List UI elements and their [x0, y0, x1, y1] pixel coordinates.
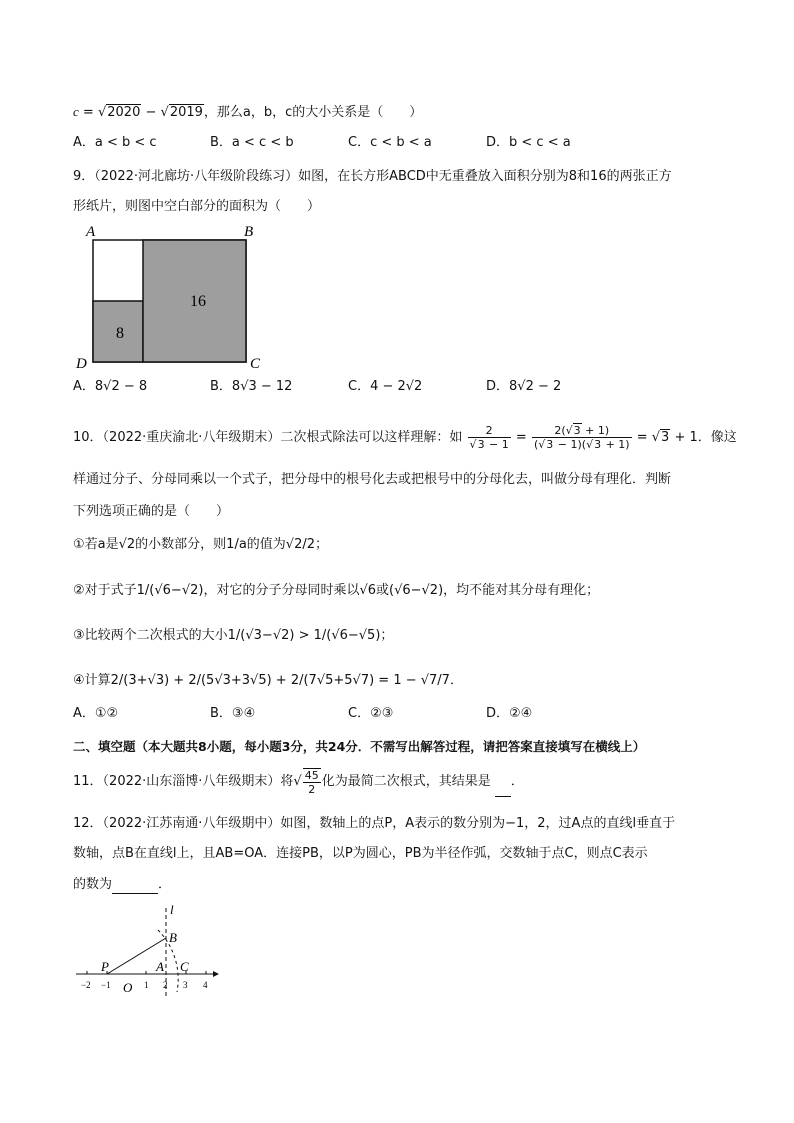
- q10-option-a[interactable]: A．①②: [73, 706, 119, 721]
- tick-label-3: 3: [183, 980, 188, 990]
- q8-option-c[interactable]: C．c < b < a: [348, 135, 432, 150]
- label-a: A: [156, 959, 164, 974]
- q10-option-b[interactable]: B．③④: [210, 706, 256, 721]
- q10-line-1: 10．（2022·重庆渝北·八年级期末）二次根式除法可以这样理解：如 $\frac{2}{√3 - 1}$ = $\frac{2(√3 + 1)}{(√3 - 1)(√3 + 1)}$ = √3 + 1．像这: [73, 424, 737, 451]
- tick-label-4: 4: [203, 980, 208, 990]
- label-p: P: [101, 959, 109, 974]
- label-l: l: [170, 902, 174, 917]
- q8-option-b[interactable]: B．a < c < b: [210, 135, 294, 150]
- label-b: B: [244, 224, 254, 240]
- q10-statement-3: ③比较两个二次根式的大小1/(√3−√2) > 1/(√6−√5)；: [73, 628, 394, 643]
- arrow-head: [213, 971, 219, 977]
- q10-option-c[interactable]: C．②③: [348, 706, 394, 721]
- q9-line-1: 9．（2022·河北廊坊·八年级阶段练习）如图，在长方形ABCD中无重叠放入面积分别为8和16的两张正方: [73, 169, 672, 184]
- q10-statement-4: ④计算2/(3+√3) + 2/(5√3+3√5) + 2/(7√5+5√7) = 1 − √7/7．: [73, 673, 463, 688]
- q12-figure: [70, 900, 220, 1000]
- label-b: B: [169, 930, 177, 945]
- tick-label-neg1: −1: [101, 980, 111, 990]
- q11-line: 11．（2022·山东淄博·八年级期末）将√ $\frac{45}{2}$ 化为最简二次根式，其结果是 ．: [73, 768, 524, 796]
- label-c: C: [250, 356, 261, 372]
- q10-statement-2: ②对于式子1/(√6−√2)，对它的分子分母同时乘以√6或(√6−√2)，均不能对其分母有理化；: [73, 583, 600, 598]
- q9-line-2: 形纸片，则图中空白部分的面积为（ ）: [73, 199, 321, 214]
- q12-line-2: 数轴，点B在直线l上，且AB=OA．连接PB，以P为圆心，PB为半径作弧，交数轴于点C，则点C表示: [73, 846, 648, 861]
- q9-option-b[interactable]: B．8√3 − 12: [210, 379, 293, 394]
- q9-option-a[interactable]: A．8√2 − 8: [73, 379, 148, 394]
- q12-line-1: 12．（2022·江苏南通·八年级期中）如图，数轴上的点P，A表示的数分别为−1，2，过A点的直线l垂直于: [73, 816, 676, 831]
- tick-labels: [81, 980, 208, 990]
- q9-option-d[interactable]: D．8√2 − 2: [486, 379, 562, 394]
- tick-label-neg2: −2: [81, 980, 91, 990]
- q8-option-d[interactable]: D．b < c < a: [486, 135, 571, 150]
- q12-answer-blank[interactable]: [112, 881, 158, 894]
- label-16: 16: [190, 293, 206, 310]
- q11-answer-blank[interactable]: [495, 784, 511, 797]
- q10-line-3: 下列选项正确的是（ ）: [73, 504, 230, 519]
- tick-label-2: 2: [163, 980, 168, 990]
- q10-option-d[interactable]: D．②④: [486, 706, 533, 721]
- label-o: O: [123, 980, 133, 995]
- tick-label-1: 1: [144, 980, 149, 990]
- q9-figure: [70, 220, 270, 372]
- q10-line-2: 样通过分子、分母同乘以一个式子，把分母中的根号化去或把根号中的分母化去，叫做分母有理化．判断: [73, 472, 672, 487]
- q8-stem: c = √2020 − √2019，那么a，b，c的大小关系是（ ）: [73, 104, 423, 120]
- label-c: C: [180, 959, 189, 974]
- label-a: A: [86, 224, 96, 240]
- label-d: D: [76, 356, 87, 372]
- label-8: 8: [116, 325, 124, 342]
- q10-statement-1: ①若a是√2的小数部分，则1/a的值为√2/2；: [73, 537, 328, 552]
- q12-line-3: 的数为 ．: [73, 877, 172, 892]
- q9-option-c[interactable]: C．4 − 2√2: [348, 379, 423, 394]
- q8-option-a[interactable]: A．a < b < c: [73, 135, 157, 150]
- section-heading: 二、填空题（本大题共8小题，每小题3分，共24分．不需写出解答过程，请把答案直接填写在横线上）: [73, 739, 646, 754]
